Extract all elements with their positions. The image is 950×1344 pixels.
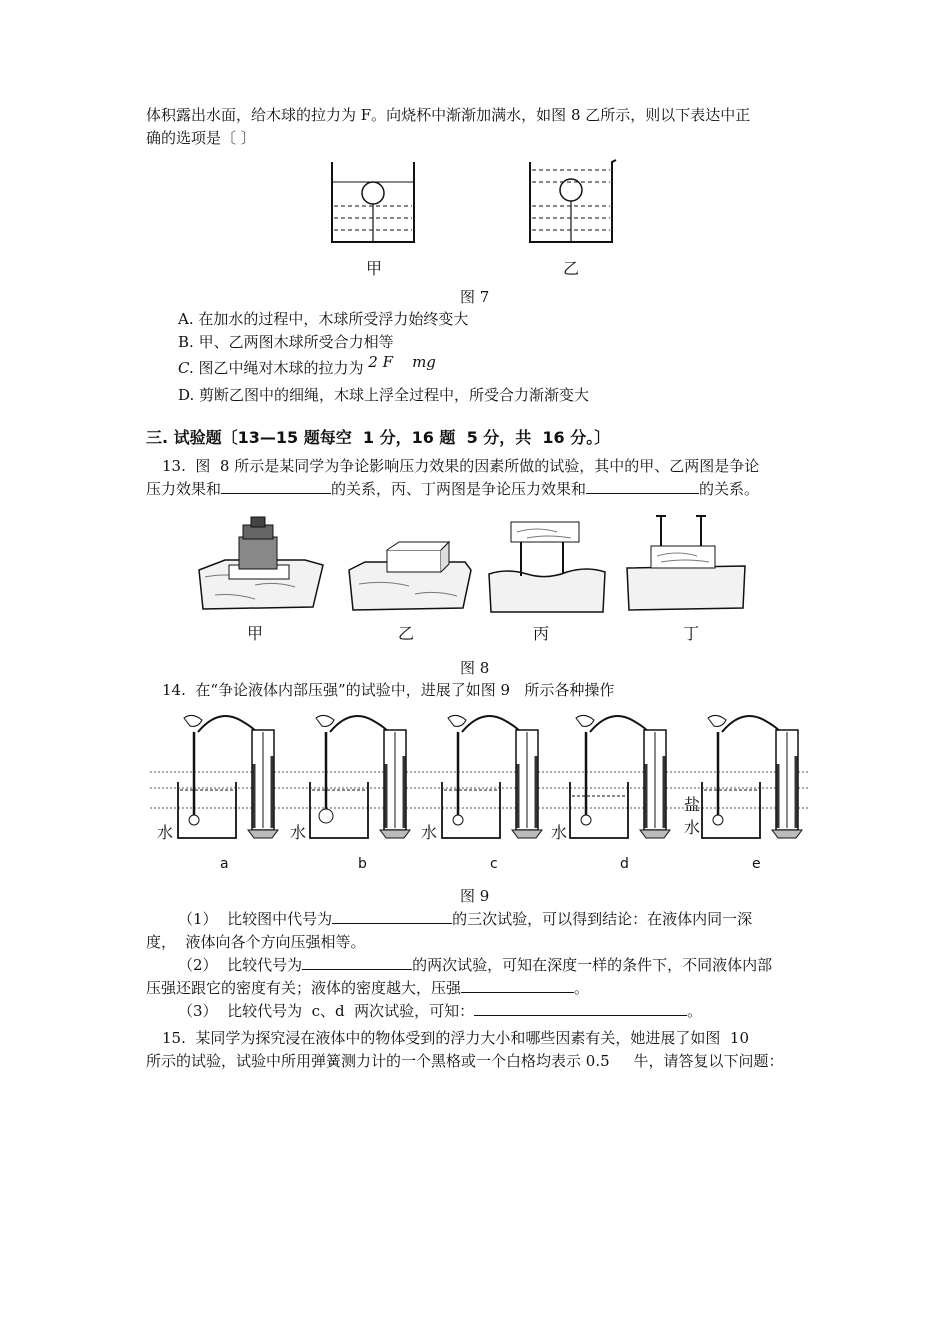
figure-9-pressure-gauge-experiments	[150, 712, 810, 842]
q14-part-2-line-2: 压强还跟它的密度有关；液体的密度越大，压强 。	[146, 979, 590, 997]
option-a: A. 在加水的过程中，木球所受浮力始终变大	[178, 310, 469, 328]
figure-7-caption: 图 7	[460, 288, 490, 306]
q14-part-1-line-2: 度， 液体向各个方向压强相等。	[146, 933, 366, 951]
figure-9-letter-e: e	[752, 856, 761, 872]
figure-8-label-yi: 乙	[398, 624, 415, 643]
figure-8-ding-table-upside-down	[625, 512, 750, 615]
figure-9-liquid-label-a: 水	[157, 823, 174, 842]
figure-8-label-bing: 丙	[533, 624, 550, 643]
figure-8-label-ding: 丁	[683, 624, 700, 643]
figure-9-apparatus	[178, 715, 278, 838]
option-c-formula: 2 F mg	[368, 353, 436, 371]
intro-line-1: 体积露出水面，给木球的拉力为 F。向烧杯中渐渐加满水，如图 8 乙所示，则以下表达中正	[146, 106, 751, 124]
q14-blank-3[interactable]	[461, 978, 574, 993]
q14-part-2-line-1: （2） 比较代号为 的两次试验，可知在深度一样的条件下，不同液体内部	[178, 956, 773, 974]
figure-8-label-jia: 甲	[247, 624, 264, 643]
figure-8-jia-weight-on-sponge	[195, 515, 330, 615]
figure-9-liquid-label-c: 水	[421, 823, 438, 842]
figure-8-caption: 图 8	[460, 659, 490, 677]
figure-8-bing-table-on-sponge	[487, 518, 607, 615]
figure-9-letter-c: c	[490, 856, 498, 872]
figure-9-liquid-label-e-bottom: 水	[684, 818, 701, 837]
intro-line-2: 确的选项是〔 〕	[146, 129, 256, 147]
q14-blank-4[interactable]	[474, 1001, 687, 1016]
figure-7-beaker-yi	[528, 160, 618, 246]
figure-9-apparatus	[310, 715, 410, 838]
q15-line-2: 所示的试验，试验中所用弹簧测力计的一个黑格或一个白格均表示 0.5 牛，请答复以下问题：	[146, 1052, 784, 1070]
q14-blank-2[interactable]	[302, 955, 412, 970]
figure-9-apparatus	[442, 715, 542, 838]
q14-part-1-line-1: （1） 比较图中代号为 的三次试验，可以得到结论：在液体内同一深	[178, 910, 753, 928]
option-d: D. 剪断乙图中的细绳，木球上浮全过程中，所受合力渐渐变大	[178, 386, 590, 404]
q13-blank-2[interactable]	[586, 479, 699, 494]
figure-9-letter-b: b	[358, 856, 367, 872]
q14-line-1: 14. 在“争论液体内部压强”的试验中，进展了如图 9 所示各种操作	[162, 681, 615, 699]
q14-blank-1[interactable]	[332, 909, 452, 924]
figure-7-beaker-jia	[330, 160, 420, 246]
section-3-heading: 三. 试验题〔13—15 题每空 1 分，16 题 5 分，共 16 分。〕	[146, 428, 611, 447]
figure-9-liquid-label-d: 水	[551, 823, 568, 842]
figure-9-liquid-label-b: 水	[290, 823, 307, 842]
figure-8-yi-block-on-sponge	[345, 540, 475, 615]
q13-blank-1[interactable]	[221, 479, 331, 494]
q13-line-1: 13. 图 8 所示是某同学为争论影响压力效果的因素所做的试验，其中的甲、乙两图是争论	[162, 457, 760, 475]
option-c: C. 图乙中绳对木球的拉力为 2 F mg	[178, 353, 436, 377]
q14-part-3: （3） 比较代号为 c、d 两次试验，可知： 。	[178, 1002, 703, 1020]
figure-9-apparatus	[702, 715, 802, 838]
figure-9-liquid-label-e-top: 盐	[684, 795, 701, 814]
figure-9-apparatus	[570, 715, 670, 838]
figure-7-label-yi: 乙	[563, 259, 580, 278]
q15-line-1: 15. 某同学为探究浸在液体中的物体受到的浮力大小和哪些因素有关，她进展了如图 10	[162, 1029, 750, 1047]
figure-9-letter-d: d	[620, 856, 629, 872]
q13-line-2: 压力效果和 的关系，丙、丁两图是争论压力效果和 的关系。	[146, 480, 760, 498]
figure-7-label-jia: 甲	[366, 259, 383, 278]
figure-9-letter-a: a	[220, 856, 229, 872]
option-b: B. 甲、乙两图木球所受合力相等	[178, 333, 394, 351]
figure-9-caption: 图 9	[460, 887, 490, 905]
